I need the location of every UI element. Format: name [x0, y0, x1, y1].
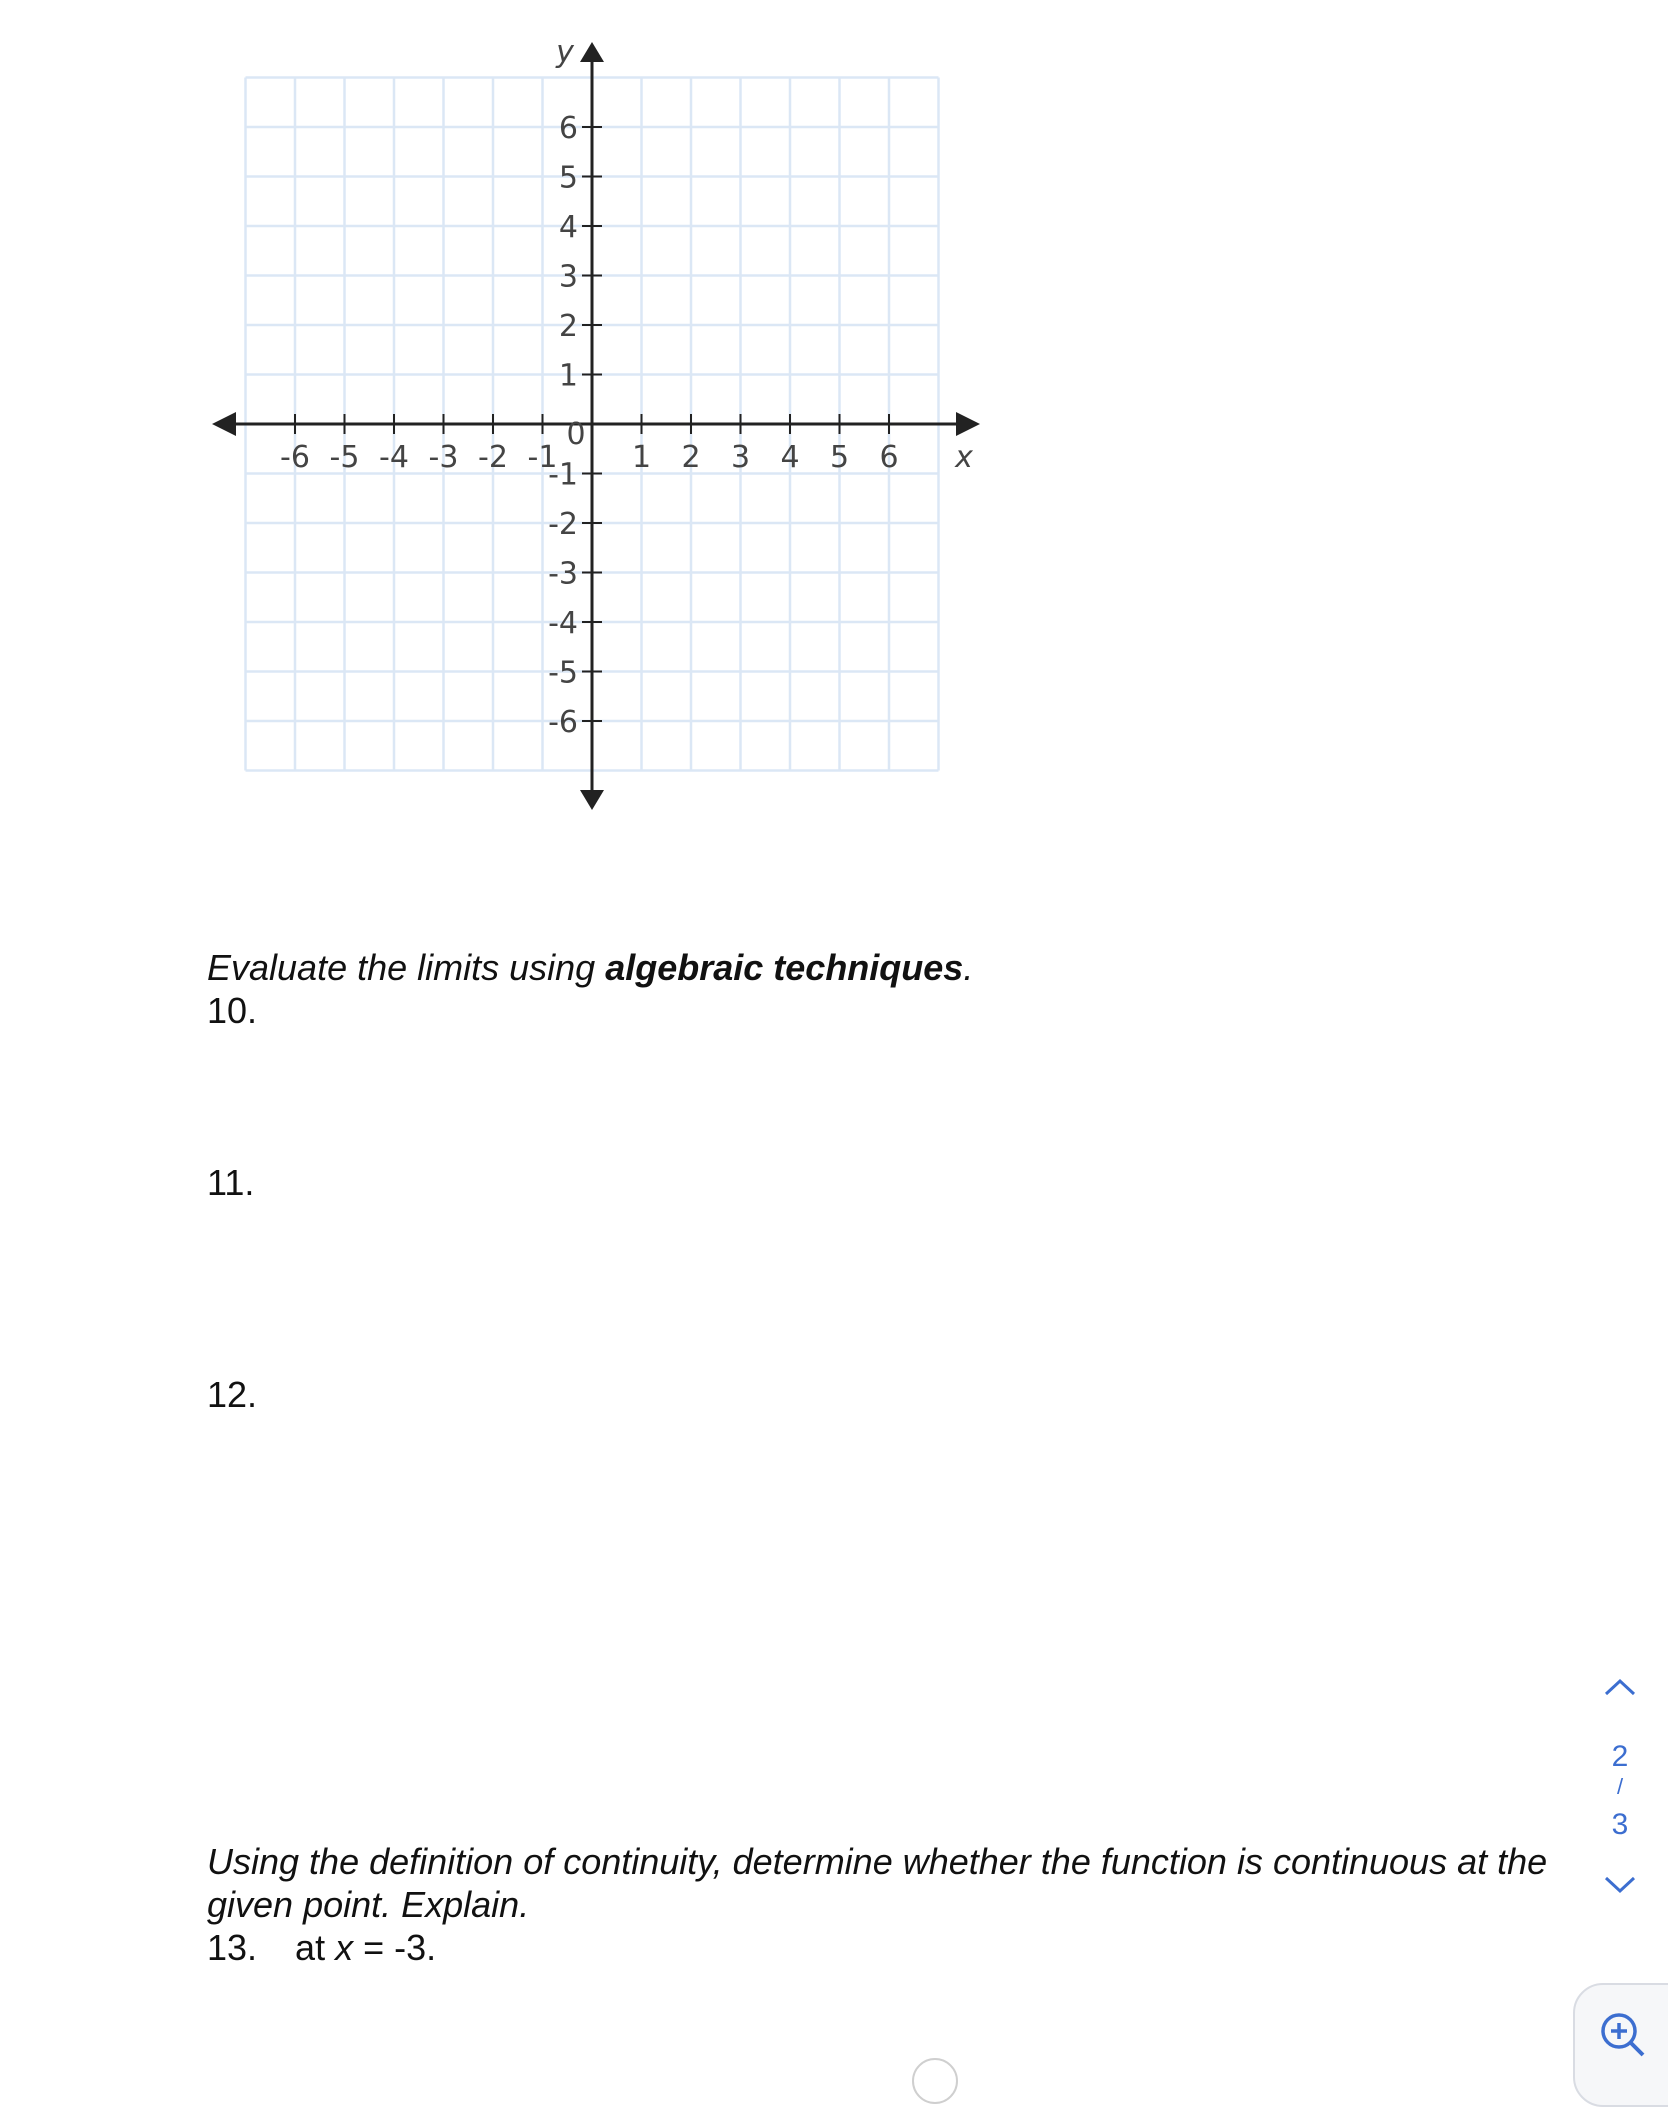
y-tick-label: 3	[558, 259, 578, 295]
x-axis-label: x	[955, 440, 973, 475]
y-tick-label: -5	[548, 655, 578, 691]
y-tick-label: 4	[558, 210, 578, 245]
y-tick-label: 5	[558, 160, 578, 196]
zoom-in-button[interactable]	[1573, 1983, 1668, 2107]
continuity-instruction: Using the definition of continuity, determine whether the function is continuous at the given point. Explain.	[207, 1841, 1548, 1925]
chevron-up-icon	[1596, 1666, 1644, 1706]
y-axis-up-arrow	[580, 42, 604, 62]
x-tick-label: -6	[280, 440, 310, 475]
axes	[212, 42, 980, 810]
y-tick-label: -4	[548, 606, 578, 641]
x-axis-right-arrow	[956, 412, 980, 436]
chevron-down-icon	[1596, 1866, 1644, 1906]
y-tick-label: 2	[558, 309, 578, 344]
question-12-number: 12.	[207, 1374, 258, 1415]
x-tick-label: 1	[631, 440, 652, 475]
x-tick-label: 5	[829, 440, 850, 475]
question-10-number: 10.	[207, 990, 258, 1031]
origin-label: 0	[566, 417, 586, 452]
y-axis-label: y	[556, 35, 574, 70]
x-tick-label: -3	[428, 440, 459, 475]
y-tick-label: -6	[548, 705, 578, 740]
page-separator: /	[1616, 1774, 1624, 1799]
tick-labels	[280, 35, 973, 740]
x-tick-label: -4	[379, 440, 409, 475]
question-11-number: 11.	[207, 1162, 255, 1203]
x-tick-label: -1	[527, 440, 558, 475]
limits-instruction-bold: algebraic techniques	[605, 947, 964, 988]
y-tick-label: -3	[548, 556, 578, 592]
y-tick-label: -2	[548, 507, 578, 542]
limits-instruction-prefix: Evaluate the limits using	[207, 947, 606, 988]
y-axis-down-arrow	[580, 790, 604, 810]
x-tick-label: 4	[780, 440, 800, 475]
y-tick-label: 6	[558, 111, 578, 146]
x-tick-label: -5	[329, 440, 360, 475]
x-tick-label: 2	[681, 440, 701, 475]
y-tick-label: -1	[548, 457, 578, 493]
question-13-value: = -3.	[353, 1927, 437, 1968]
current-page-number: 2	[1611, 1740, 1629, 1773]
limits-instruction	[207, 946, 973, 989]
previous-page-button[interactable]	[1596, 1666, 1644, 1706]
question-13-at: at	[295, 1927, 336, 1968]
x-axis-left-arrow	[212, 412, 236, 436]
x-tick-label: -2	[478, 440, 508, 475]
faded-circle-icon	[912, 2058, 958, 2104]
zoom-in-icon	[1599, 2011, 1649, 2061]
x-tick-label: 3	[730, 440, 751, 475]
question-13-variable: x	[335, 1927, 354, 1968]
x-tick-label: 6	[879, 440, 899, 475]
question-13-number: 13.	[207, 1927, 258, 1968]
next-page-button[interactable]	[1596, 1866, 1644, 1906]
question-13	[207, 1926, 436, 1969]
y-tick-label: 1	[558, 358, 578, 394]
total-pages: 3	[1611, 1808, 1629, 1841]
coordinate-grid	[0, 0, 1668, 900]
limits-instruction-suffix: .	[963, 947, 974, 988]
